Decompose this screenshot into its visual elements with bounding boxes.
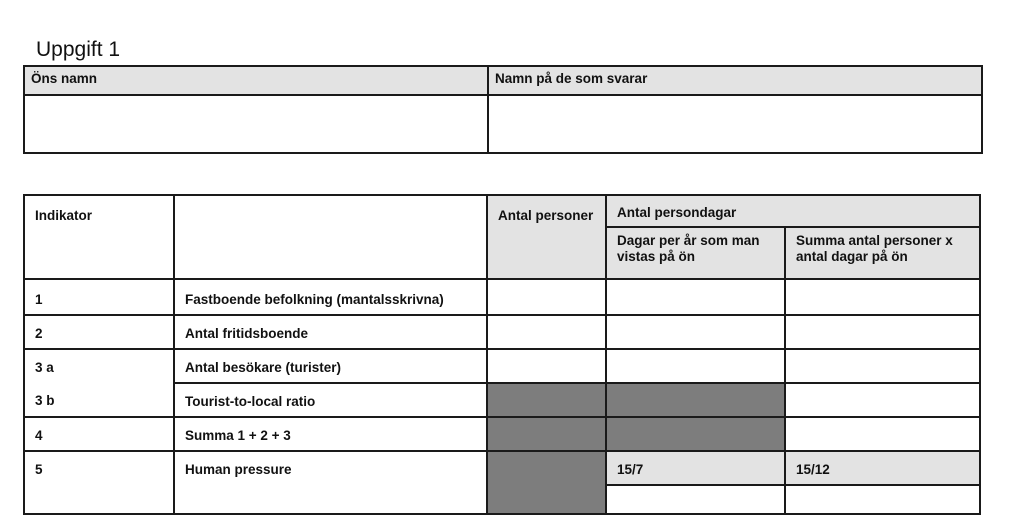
pressure-date-2: 15/12	[785, 451, 980, 485]
days-cell-4-disabled	[606, 417, 785, 451]
row-label-1: Fastboende befolkning (mantalsskrivna)	[174, 279, 487, 315]
days-cell-1[interactable]	[606, 279, 785, 315]
persons-cell-4-disabled	[487, 417, 606, 451]
island-name-field[interactable]	[24, 95, 488, 153]
row-id-3a: 3 a	[24, 349, 174, 383]
pressure-date-1: 15/7	[606, 451, 785, 485]
days-cell-3b-disabled	[606, 383, 785, 417]
persons-cell-2[interactable]	[487, 315, 606, 349]
row-label-3a: Antal besökare (turister)	[174, 349, 487, 383]
row-id-4: 4	[24, 417, 174, 451]
sum-cell-3b[interactable]	[785, 383, 980, 417]
persons-header: Antal personer	[487, 195, 606, 279]
row-id-2: 2	[24, 315, 174, 349]
days-cell-3a[interactable]	[606, 349, 785, 383]
sum-cell-2[interactable]	[785, 315, 980, 349]
indicator-header: Indikator	[24, 195, 174, 279]
page-title: Uppgift 1	[36, 38, 121, 61]
person-days-header: Antal persondagar	[606, 195, 980, 227]
days-cell-2[interactable]	[606, 315, 785, 349]
indicator-label-header	[174, 195, 487, 279]
sum-cell-1[interactable]	[785, 279, 980, 315]
row-id-3b: 3 b	[24, 383, 174, 417]
island-name-header: Öns namn	[24, 66, 488, 95]
days-per-year-header: Dagar per år som man vistas på ön	[606, 227, 785, 279]
persons-cell-3a[interactable]	[487, 349, 606, 383]
row-label-2: Antal fritidsboende	[174, 315, 487, 349]
sum-header: Summa antal personer x antal dagar på ön	[785, 227, 980, 279]
sum-cell-4[interactable]	[785, 417, 980, 451]
row-label-4: Summa 1 + 2 + 3	[174, 417, 487, 451]
info-table	[23, 65, 983, 154]
persons-cell-3b-disabled	[487, 383, 606, 417]
persons-cell-1[interactable]	[487, 279, 606, 315]
pressure-value-1[interactable]	[606, 485, 785, 514]
pressure-value-2[interactable]	[785, 485, 980, 514]
row-id-1: 1	[24, 279, 174, 315]
persons-cell-5-disabled	[487, 451, 606, 514]
row-id-5: 5	[24, 451, 174, 514]
row-label-5: Human pressure	[174, 451, 487, 514]
row-label-3b: Tourist-to-local ratio	[174, 383, 487, 417]
sum-cell-3a[interactable]	[785, 349, 980, 383]
indicator-table	[23, 194, 981, 515]
respondents-field[interactable]	[488, 95, 982, 153]
respondents-header: Namn på de som svarar	[488, 66, 982, 95]
